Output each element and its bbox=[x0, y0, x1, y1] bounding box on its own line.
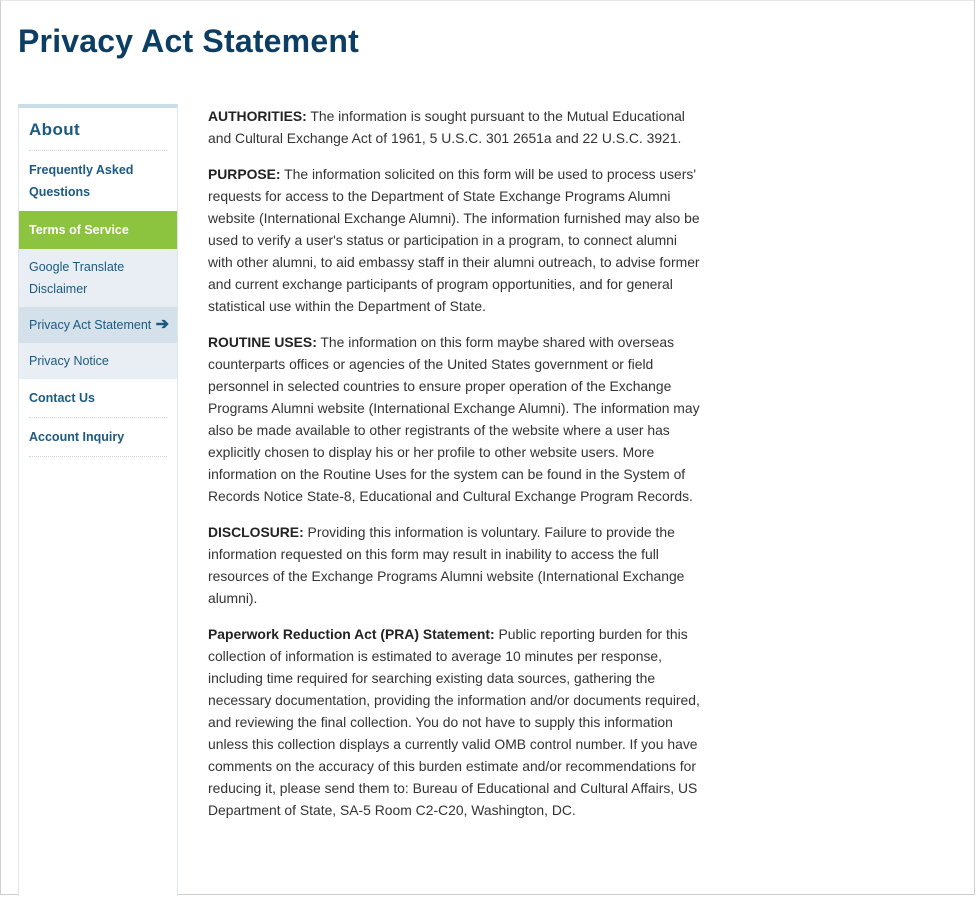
main-content bbox=[208, 105, 703, 835]
section-text: Public reporting burden for this collection of information is estimated to average 10 minutes per response, including time required for searching existing data sources, gathering the necessary documentation, providing the information and/or documents required, and reviewing the final collection. You do not have to supply this information unless this collection displays a currently valid OMB control number. If you have comments on the accuracy of this burden estimate and/or recommendations for reducing it, please send them to: Bureau of Educational and Cultural Affairs, US Department of State, SA-5 Room C2-C20, Washington, DC. bbox=[208, 626, 700, 818]
section-heading: AUTHORITIES: bbox=[208, 108, 307, 124]
page-title: Privacy Act Statement bbox=[18, 23, 359, 59]
sidebar-heading: About bbox=[29, 120, 81, 139]
section-text: The information on this form maybe shared with overseas counterparts offices or agencies of the United States government or field personnel in selected countries to ensure proper operation of the Exchange Programs Alumni website (International Exchange Alumni). The information may also be made available to other registrants of the website where a user has explicitly chosen to display his or her profile to other website users. More information on the Routine Uses for the system can be found in the System of Records Notice State-8, Educational and Cultural Exchange Program Records. bbox=[208, 334, 700, 504]
section-heading: PURPOSE: bbox=[208, 166, 281, 182]
sidebar-item-label: Privacy Act Statement bbox=[29, 318, 152, 332]
section-text: The information is sought pursuant to the Mutual Educational and Cultural Exchange Act of 1961, 5 U.S.C. 301 2651a and 22 U.S.C. 3921. bbox=[208, 108, 685, 146]
section-authorities bbox=[208, 105, 703, 149]
section-heading: DISCLOSURE: bbox=[208, 524, 304, 540]
sidebar-item-privacy-act-statement[interactable] bbox=[19, 307, 177, 343]
section-text: Providing this information is voluntary. Failure to provide the information requested on this form may result in inability to access the full resources of the Exchange Programs Alumni website (International Exchange alumni). bbox=[208, 524, 685, 606]
arrow-right-icon: ➔ bbox=[155, 316, 169, 333]
section-pra-statement bbox=[208, 623, 703, 821]
section-heading: Paperwork Reduction Act (PRA) Statement: bbox=[208, 626, 495, 642]
divider bbox=[29, 456, 167, 457]
section-heading: ROUTINE USES: bbox=[208, 334, 317, 350]
sidebar-nav bbox=[18, 104, 178, 896]
section-purpose bbox=[208, 163, 703, 317]
sidebar-item-faq[interactable]: Frequently Asked Questions bbox=[29, 163, 134, 199]
sidebar-item-contact-us[interactable]: Contact Us bbox=[29, 391, 95, 405]
sidebar-item-google-translate-disclaimer[interactable]: Google Translate Disclaimer bbox=[19, 249, 177, 307]
sidebar-item-account-inquiry[interactable]: Account Inquiry bbox=[29, 430, 125, 444]
section-text: The information solicited on this form will be used to process users' requests for access to the Department of State Exchange Programs Alumni website (International Exchange Alumni). The information furnished may also be used to verify a user's status or participation in a program, to connect alumni with other alumni, to aid embassy staff in their alumni outreach, to advise former and current exchange participants of program opportunities, and for general statistical use within the Department of State. bbox=[208, 166, 700, 314]
section-routine-uses bbox=[208, 331, 703, 507]
sidebar-item-terms-of-service[interactable]: Terms of Service bbox=[19, 211, 177, 249]
sidebar-item-privacy-notice[interactable]: Privacy Notice bbox=[19, 343, 177, 379]
section-disclosure bbox=[208, 521, 703, 609]
